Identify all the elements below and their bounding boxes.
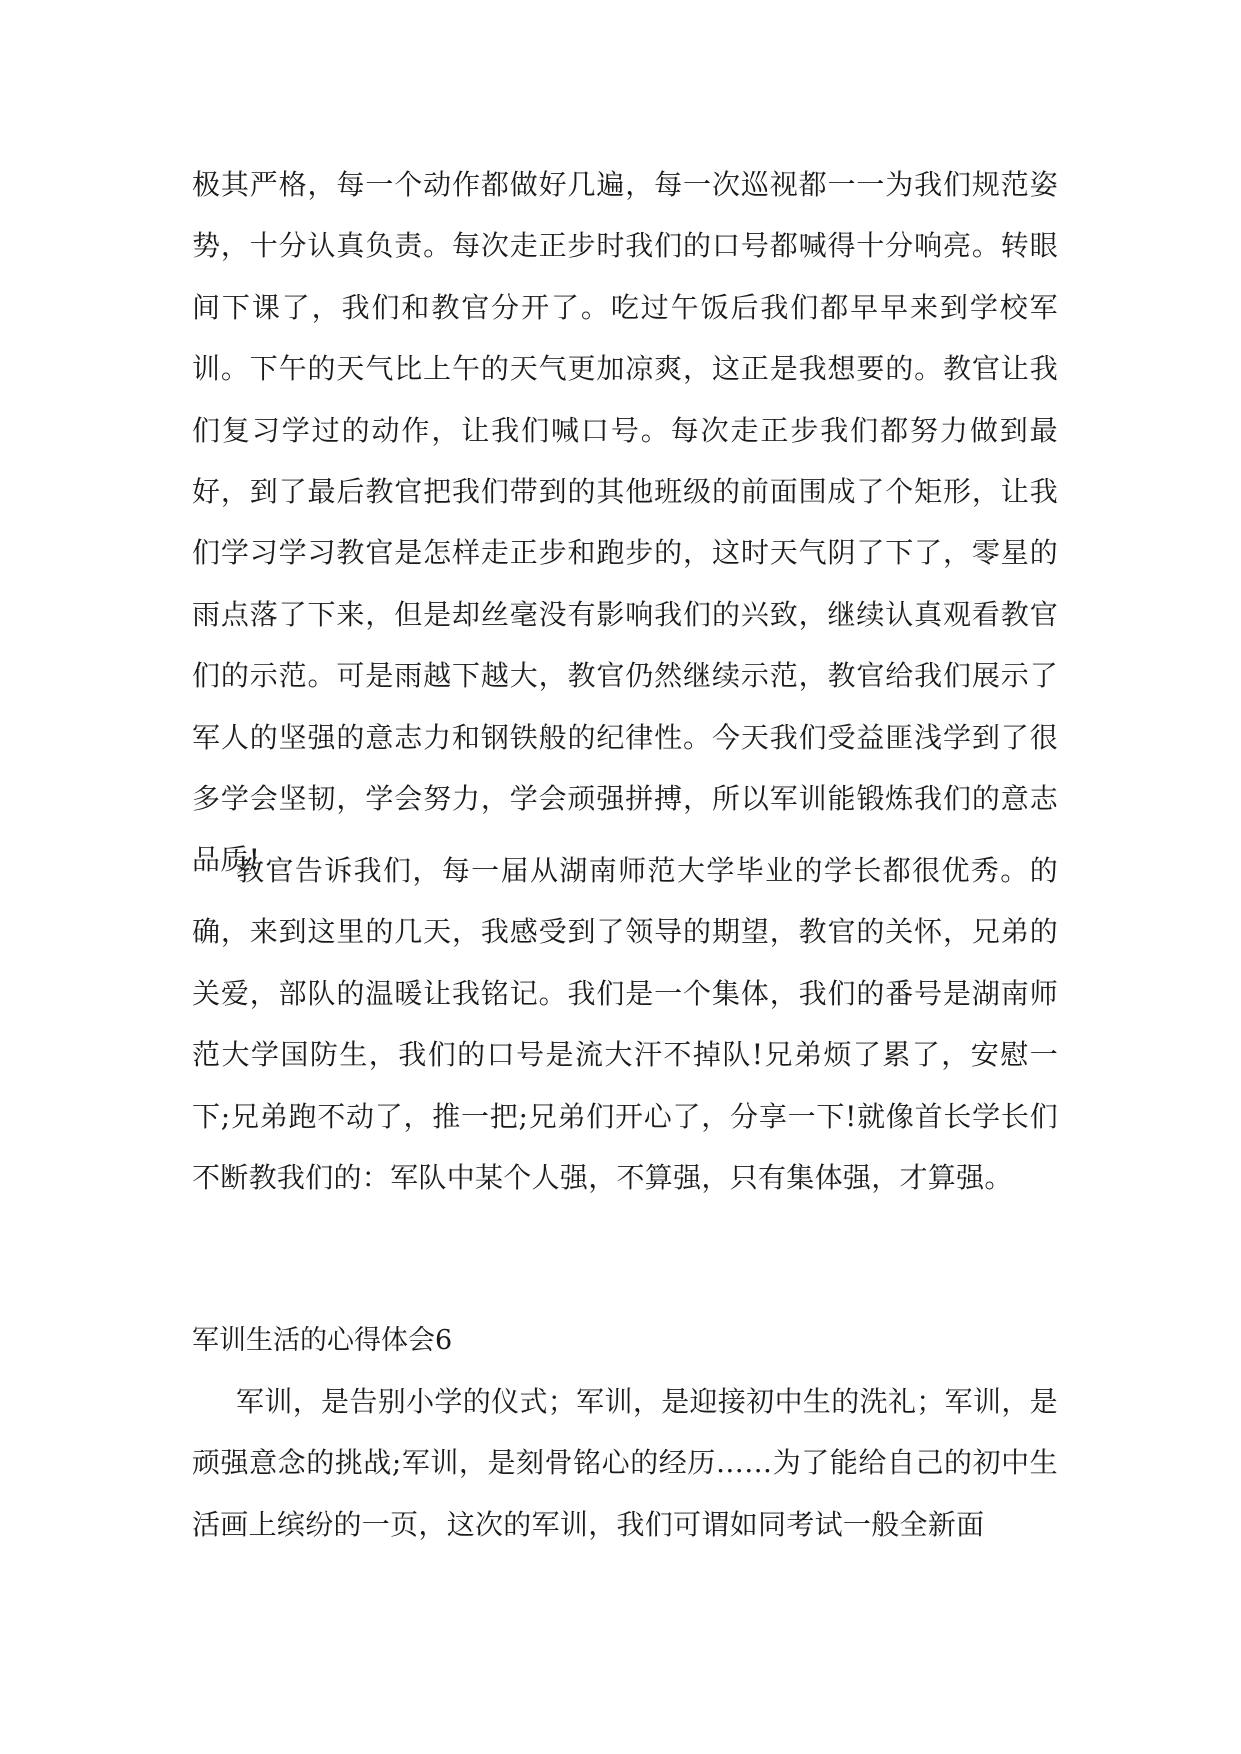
section-title: 军训生活的心得体会6 xyxy=(192,1325,453,1356)
paragraph-2: 教官告诉我们，每一届从湖南师范大学毕业的学长都很优秀。的确，来到这里的几天，我感受到了领导的期望，教官的关怀，兄弟的关爱，部队的温暖让我铭记。我们是一个集体，我们的番号是湖南师范大学国防生，我们的口号是流大汗不掉队!兄弟烦了累了，安慰一下;兄弟跑不动了，推一把;兄弟们开心了，分享一下!就像首长学长们不断教我们的：军队中某个人强，不算强，只有集体强，才算强。 xyxy=(192,854,1058,1195)
section-paragraph: 军训，是告别小学的仪式；军训，是迎接初中生的洗礼；军训，是顽强意念的挑战;军训，是刻骨铭心的经历……为了能给自己的初中生活画上缤纷的一页，这次的军训，我们可谓如同考试一般全新面 xyxy=(192,1385,1058,1541)
paragraph-1: 极其严格，每一个动作都做好几遍，每一次巡视都一一为我们规范姿势，十分认真负责。每次走正步时我们的口号都喊得十分响亮。转眼间下课了，我们和教官分开了。吃过午饭后我们都早早来到学校军训。下午的天气比上午的天气更加凉爽，这正是我想要的。教官让我们复习学过的动作，让我们喊口号。每次走正步我们都努力做到最好，到了最后教官把我们带到的其他班级的前面围成了个矩形，让我们学习学习教官是怎样走正步和跑步的，这时天气阴了下了，零星的雨点落了下来，但是却丝毫没有影响我们的兴致，继续认真观看教官们的示范。可是雨越下越大，教官仍然继续示范，教官给我们展示了军人的坚强的意志力和钢铁般的纪律性。今天我们受益匪浅学到了很多学会坚韧，学会努力，学会顽强拼搏，所以军训能锻炼我们的意志品质! xyxy=(192,168,1058,877)
